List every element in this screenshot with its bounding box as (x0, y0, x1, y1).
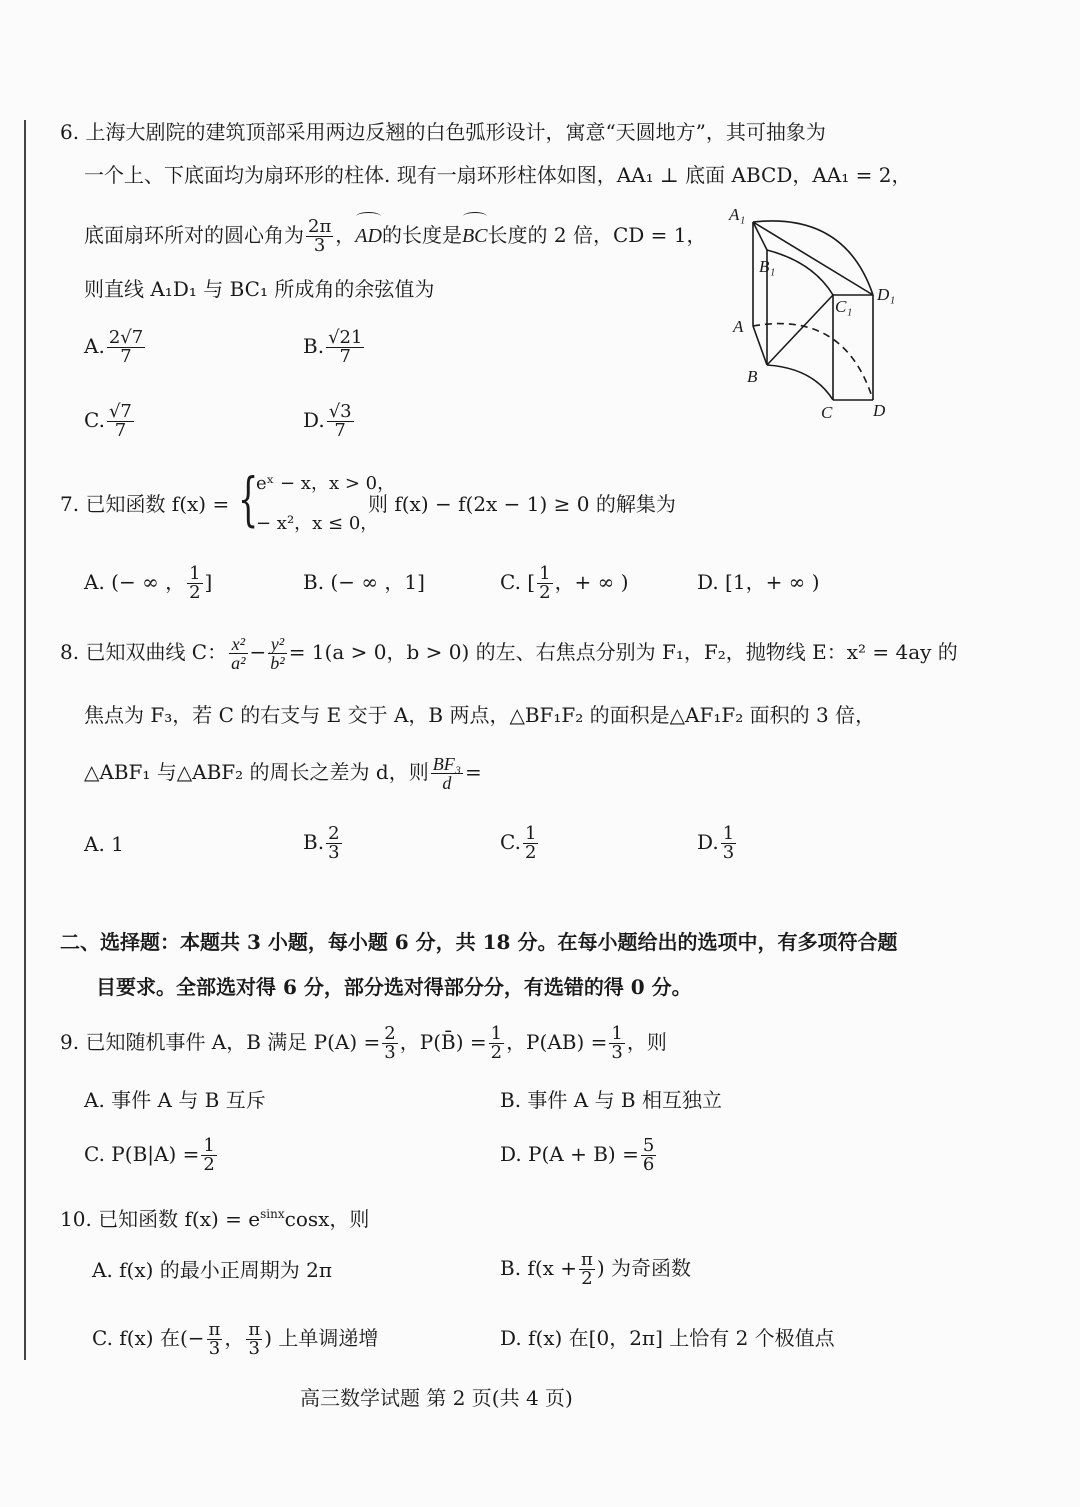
option-fraction (537, 565, 552, 602)
q8-text2: = 1(a > 0，b > 0) 的左、右焦点分别为 F₁，F₂，抛物线 E：x² = 4ay 的 (288, 640, 958, 664)
q7-prefix: 7. 已知函数 f(x) = (60, 492, 230, 516)
fraction-denominator: 2 (581, 1268, 593, 1289)
q6-line3: 底面扇环所对的圆心角为 $\frac{2\pi}{3}$ ，AD的长度是BC长度的 2 倍，CD = 1， (84, 216, 707, 256)
fraction-denominator: 2 (539, 582, 551, 603)
fraction-numerator: √7 (108, 401, 132, 422)
q9-text: 9. 已知随机事件 A，B 满足 P(A) = (60, 1030, 381, 1054)
fraction-denominator: 3 (722, 842, 735, 863)
q6-angle-fraction (306, 218, 333, 255)
option-fraction (523, 825, 538, 862)
label-c1: C₁ (835, 297, 853, 316)
option-fraction (201, 1137, 216, 1174)
q8-line2: 焦点为 F₃，若 C 的右支与 E 交于 A，B 两点，△BF₁F₂ 的面积是△AF₁F₂ 面积的 3 倍， (84, 703, 876, 727)
q7-option-b: B. (− ∞ ，1] (303, 570, 425, 594)
fraction-denominator: 2 (490, 1042, 503, 1063)
q9-text3: ，P(AB) = (506, 1030, 608, 1054)
fraction-denominator: a² (231, 653, 246, 673)
q9-text2: ，P(B̄) = (399, 1030, 487, 1054)
q9-option-d (500, 1132, 658, 1176)
q9-option-a: A. 事件 A 与 B 互斥 (84, 1088, 266, 1112)
label-d: D (873, 401, 886, 420)
label-b1: B₁ (759, 257, 776, 276)
arc-bc: BC (462, 216, 488, 256)
fraction-denominator: 6 (642, 1154, 655, 1175)
option-label: A. (84, 334, 105, 358)
fraction-numerator: 2 (328, 823, 340, 844)
fraction-numerator: 2π (308, 216, 332, 237)
fraction-pa (382, 1025, 397, 1062)
q6-line1: 6. 上海大剧院的建筑顶部采用两边反翘的白色弧形设计，寓意“天圆地方”，其可抽象为 (60, 120, 826, 144)
q9-option-c (84, 1132, 219, 1176)
fraction-denominator: 3 (248, 1338, 260, 1359)
option-fraction (327, 403, 354, 440)
fraction-numerator: x² (229, 635, 247, 654)
q6-option-a (84, 326, 147, 366)
option-comma: ， (224, 1326, 245, 1350)
option-label: D. (303, 408, 325, 432)
arc-b1c1 (767, 250, 833, 295)
fraction-denominator: 3 (313, 235, 326, 256)
option-text: B. f(x + (500, 1256, 578, 1280)
label-b: B (747, 367, 758, 386)
option-text-end: ，+ ∞ ) (554, 570, 629, 594)
q7-option-d: D. [1，+ ∞ ) (697, 570, 820, 594)
option-fraction (641, 1137, 656, 1174)
option-label: C. (84, 408, 105, 432)
fraction-numerator: π (581, 1249, 593, 1270)
fraction-denominator: 7 (120, 346, 132, 367)
option-text: C. [ (500, 570, 536, 594)
q7-option-c (500, 560, 629, 604)
fraction-numerator: 2 (384, 1023, 396, 1044)
q7-case2: − x²，x ≤ 0， (256, 513, 379, 534)
fraction-numerator: 2√7 (108, 327, 144, 348)
fraction-numerator: 1 (611, 1023, 623, 1044)
left-margin-rule (24, 120, 26, 1360)
fraction-numerator: 1 (189, 563, 201, 584)
q6-line3-text: 底面扇环所对的圆心角为 (84, 223, 304, 247)
q8-text: 8. 已知双曲线 C： (60, 640, 228, 664)
option-fraction-2 (246, 1321, 262, 1358)
q10-option-c (92, 1316, 378, 1360)
fraction-numerator: √21 (328, 327, 363, 348)
fraction-numerator: 5 (642, 1135, 655, 1156)
option-label: B. (303, 830, 325, 854)
fraction-denominator: 2 (189, 582, 201, 603)
segment-bc1 (767, 295, 833, 365)
fraction-numerator: BF₃ (432, 754, 461, 774)
fraction-bf3-d (431, 755, 463, 792)
fraction-numerator: y² (268, 635, 286, 654)
option-fraction (721, 825, 736, 862)
fraction-numerator: 1 (524, 823, 537, 844)
fraction-denominator: b² (270, 653, 285, 673)
q6-option-d (303, 400, 356, 440)
label-a: A (733, 317, 744, 336)
option-text: D. P(A + B) = (500, 1142, 639, 1166)
q10-option-a: A. f(x) 的最小正周期为 2π (92, 1258, 333, 1282)
fraction-denominator: 2 (203, 1154, 215, 1175)
q9-option-b: B. 事件 A 与 B 相互独立 (500, 1088, 722, 1112)
q10-text: 10. 已知函数 f(x) = e (60, 1207, 261, 1231)
q7-suffix: 则 f(x) − f(2x − 1) ≥ 0 的解集为 (368, 492, 676, 516)
label-a1: A₁ (729, 205, 746, 224)
q7-option-a (84, 560, 212, 604)
option-fraction (326, 825, 341, 862)
q10-text2: cosx，则 (284, 1207, 370, 1231)
fraction-denominator: 7 (334, 420, 346, 441)
q6-line2: 一个上、下底面均为扇环形的柱体. 现有一扇环形柱体如图，AA₁ ⊥ 底面 ABCD，AA₁ = 2， (84, 163, 912, 187)
q10-stem (60, 1202, 369, 1231)
q8-option-d (697, 820, 738, 864)
option-fraction (107, 329, 145, 366)
q6-line4: 则直线 A₁D₁ 与 BC₁ 所成角的余弦值为 (84, 277, 435, 301)
option-text-end: ) 上单调递增 (264, 1326, 379, 1350)
q8-equals: = (464, 760, 482, 784)
fraction-pab (609, 1025, 624, 1062)
piecewise-brace: { (238, 465, 259, 533)
q6-line3-text3: 长度的 2 倍，CD = 1， (487, 223, 707, 247)
option-label: C. (500, 830, 521, 854)
fraction-denominator: 3 (208, 1338, 221, 1359)
q6-option-c (84, 400, 136, 440)
fraction-denominator: d (442, 773, 452, 793)
option-fraction-1 (207, 1321, 223, 1358)
q8-option-b (303, 820, 344, 864)
fraction-pb-bar (489, 1025, 504, 1062)
section2-heading-line2: 目要求。全部选对得 6 分，部分选对得部分分，有选错的得 0 分。 (96, 975, 692, 999)
q8-option-a: A. 1 (84, 832, 124, 856)
q8-option-c (500, 820, 540, 864)
edge-ab (753, 326, 767, 365)
q9-stem (60, 1020, 667, 1064)
q10-option-b (500, 1246, 691, 1290)
section2-heading-line1: 二、选择题：本题共 3 小题，每小题 6 分，共 18 分。在每小题给出的选项中，有多项符合题 (60, 930, 898, 954)
q6-line3-text2: 的长度是 (381, 223, 462, 247)
fraction-denominator: 3 (384, 1042, 396, 1063)
fraction-numerator: 1 (722, 823, 735, 844)
fraction-denominator: 7 (114, 420, 127, 441)
q8-line1: 8. 已知双曲线 C： $\frac{\text{x²}}{\text{a²}}$ − $\frac{\text{y²}}{\text{b²}}$ = 1(a > 0，b > 0) 的左、右焦点分别为 F₁，F₂，抛物线 E：x² = 4ay 的 (60, 634, 958, 673)
fraction-y2-b2 (268, 635, 286, 672)
fraction-x2-a2 (229, 635, 247, 672)
q6-option-b (303, 326, 366, 366)
q8-text3: △ABF₁ 与△ABF₂ 的周长之差为 d，则 (84, 760, 429, 784)
option-fraction (579, 1251, 595, 1288)
fraction-numerator: √3 (328, 401, 352, 422)
option-text: A. (− ∞ ， (84, 570, 186, 594)
option-fraction (326, 329, 364, 366)
option-fraction (107, 403, 134, 440)
option-label: D. (697, 830, 719, 854)
page-footer: 高三数学试题 第 2 页(共 4 页) (300, 1386, 573, 1410)
option-text: C. P(B|A) = (84, 1142, 200, 1166)
fraction-numerator: π (248, 1319, 261, 1340)
fraction-denominator: 3 (328, 842, 340, 863)
option-fraction (187, 565, 202, 602)
fraction-numerator: 1 (490, 1023, 503, 1044)
q10-option-d: D. f(x) 在[0，2π] 上恰有 2 个极值点 (500, 1326, 835, 1350)
option-text-end: ) 为奇函数 (596, 1256, 692, 1280)
fraction-numerator: π (208, 1319, 221, 1340)
q8-line3 (84, 750, 482, 794)
fraction-denominator: 2 (524, 842, 537, 863)
fraction-denominator: 3 (611, 1042, 623, 1063)
label-c: C (821, 403, 833, 422)
label-d1: D₁ (877, 285, 896, 304)
q9-text4: ，则 (626, 1030, 667, 1054)
sector-ring-prism-figure (725, 200, 910, 430)
q7-case1: eˣ − x，x > 0， (256, 473, 396, 494)
option-label: B. (303, 334, 325, 358)
arc-ad: AD (355, 216, 382, 256)
fraction-numerator: 1 (203, 1135, 215, 1156)
option-text: C. f(x) 在(− (92, 1326, 205, 1350)
q10-exponent: sinx (260, 1207, 285, 1221)
fraction-numerator: 1 (539, 563, 551, 584)
arc-bc (767, 365, 833, 400)
option-text-end: ] (204, 570, 213, 594)
fraction-denominator: 7 (339, 346, 351, 367)
